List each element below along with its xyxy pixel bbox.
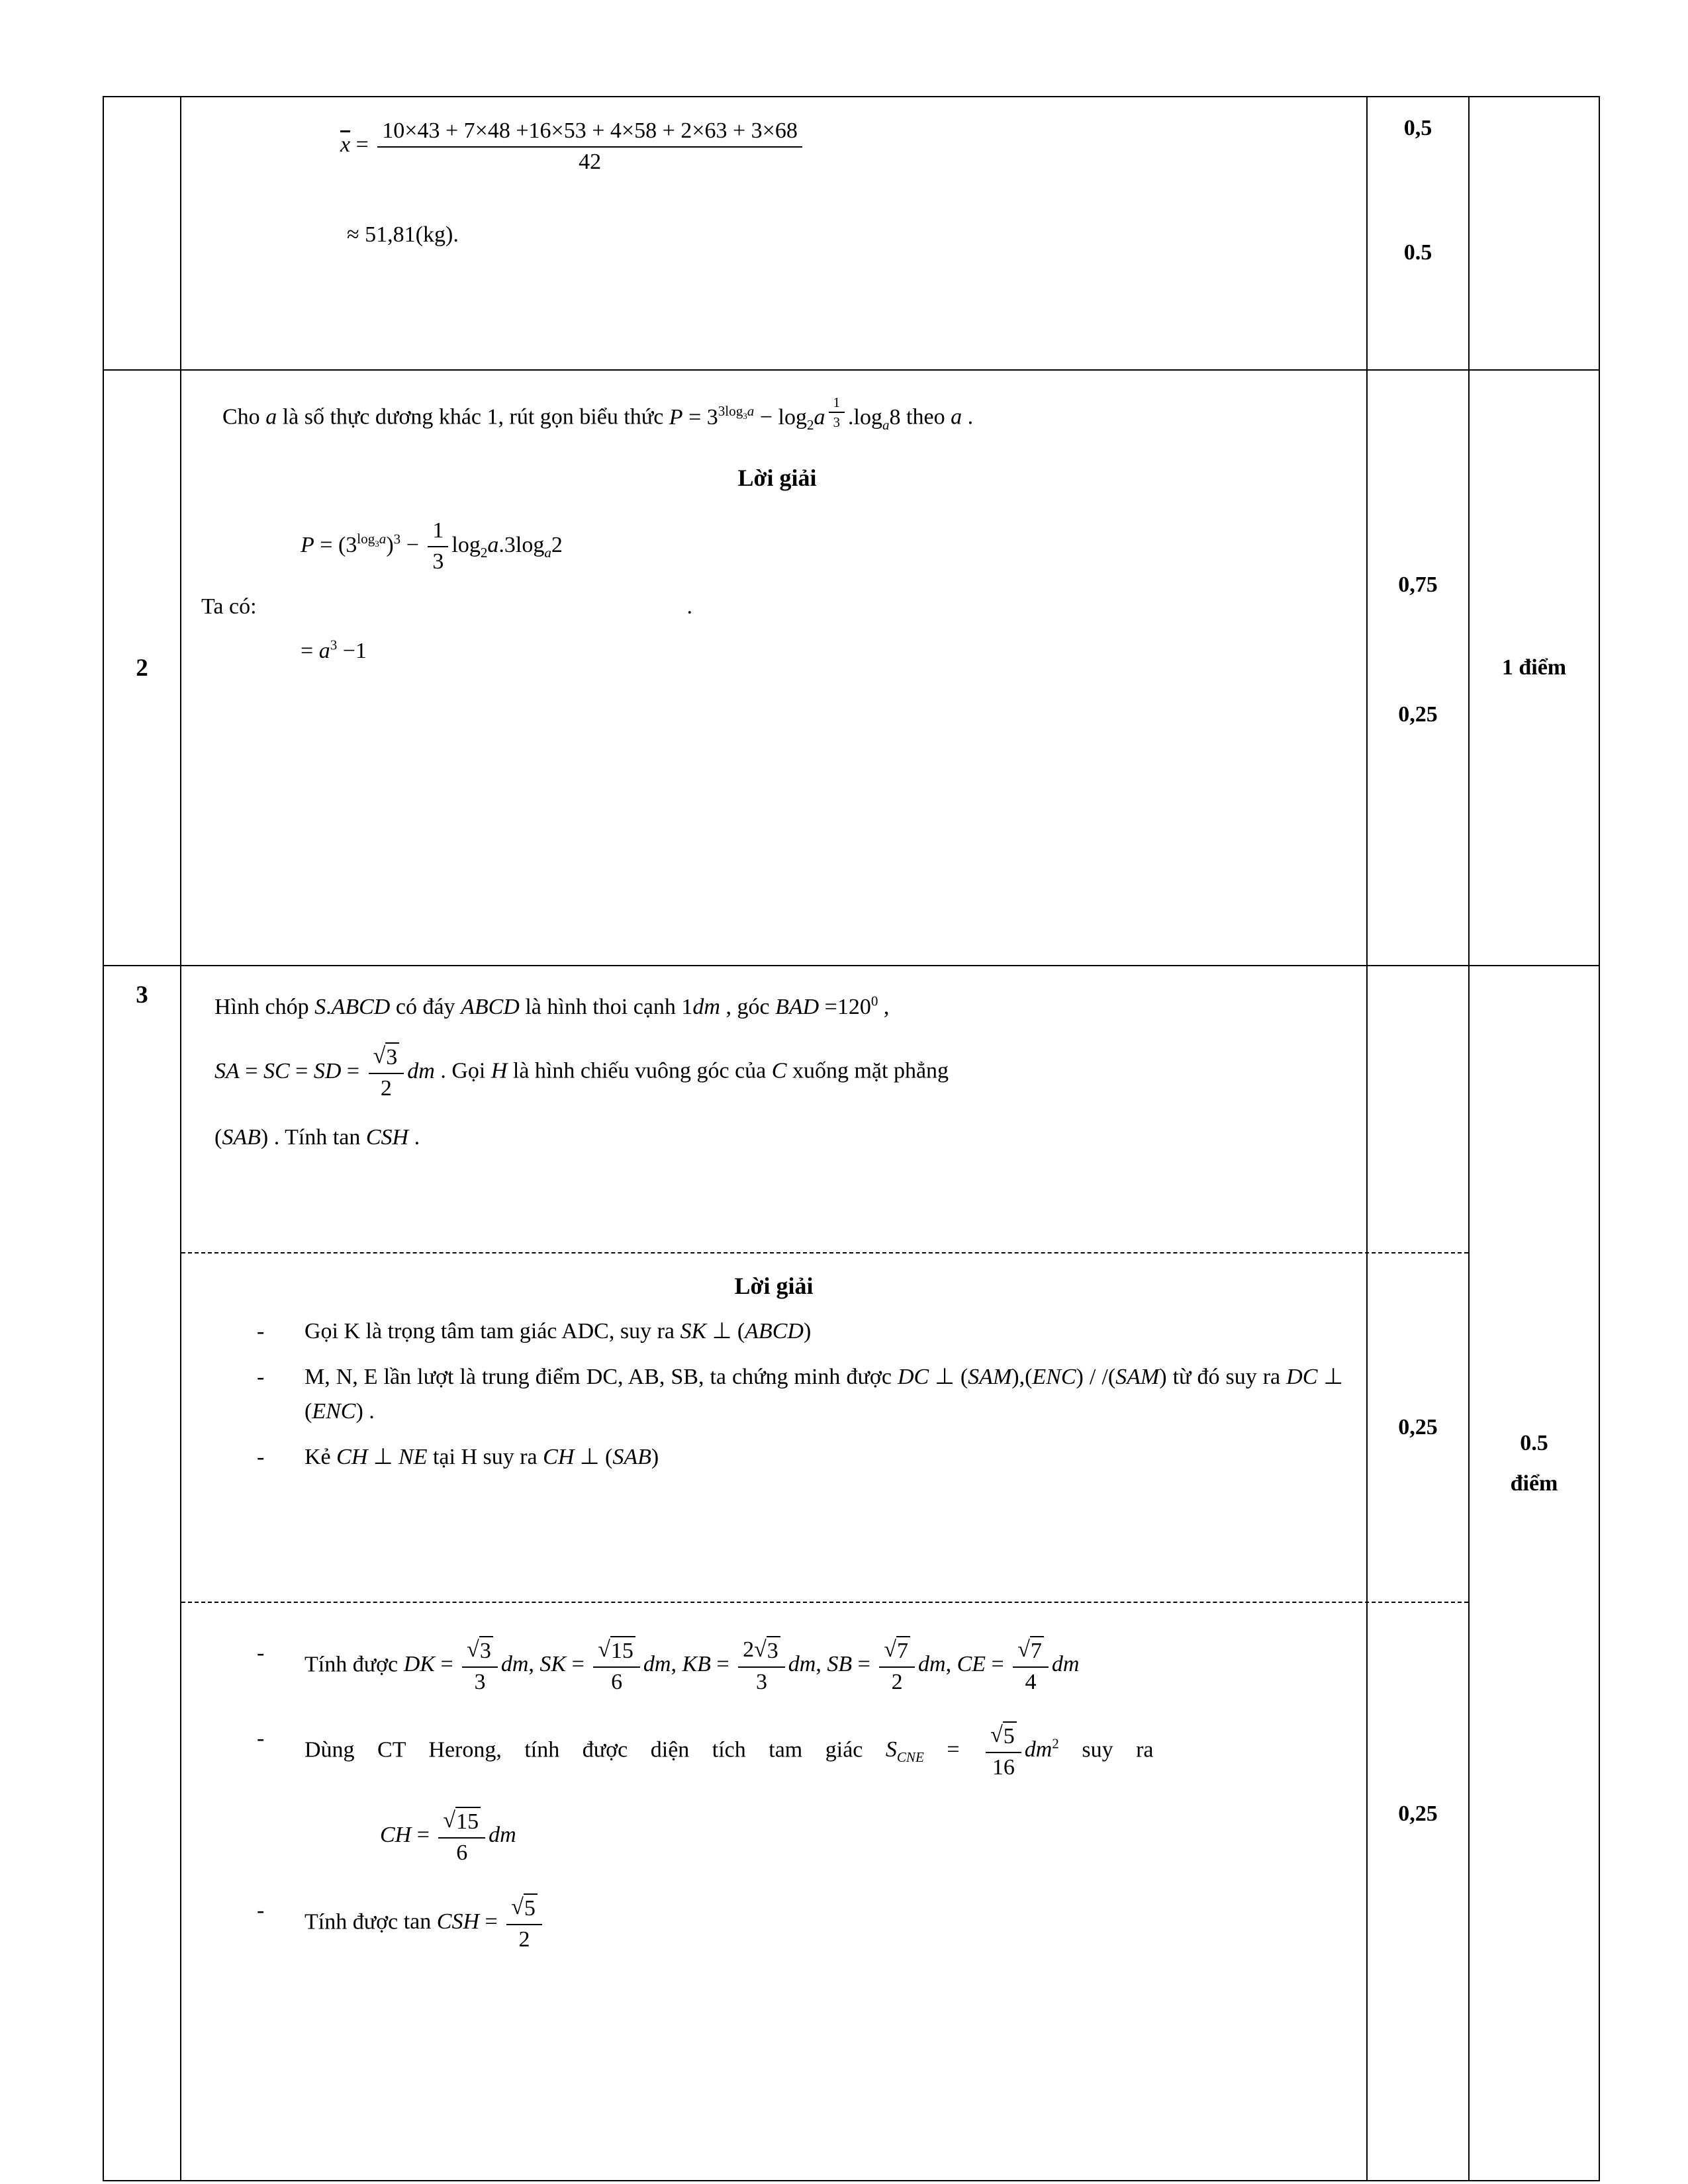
period: . <box>686 594 693 619</box>
solution-bullets <box>181 1603 1366 1954</box>
statement-text: , <box>878 995 890 1019</box>
total-points: 0.5 <box>1520 1431 1548 1455</box>
math-inline: H <box>491 1058 508 1083</box>
score-value: 0,25 <box>1398 702 1438 727</box>
question1-solution-cell <box>181 97 1368 369</box>
bullet-plain: từ đó suy ra <box>1166 1364 1287 1389</box>
statement-text: là số thực dương khác 1, rút gọn biểu thức <box>277 404 669 430</box>
math-inline: $P = 3^{3log_3a} - \log_2a$ $^{\frac{1}{3}}$ $.\log_a8$ <box>669 394 901 433</box>
statement-line <box>214 989 1340 1025</box>
bullet-plain: M, N, E lần lượt là trung điểm DC, AB, SB, ta chứng minh được <box>305 1364 898 1389</box>
bullet-plain: tại H suy ra <box>427 1445 543 1470</box>
question2-work-line2: = $a^3 -1$ <box>301 637 367 663</box>
mean-weight-result: ≈ 51,81(kg). <box>347 222 459 247</box>
total-points: điểm <box>1510 1471 1558 1496</box>
grading-rubric-table <box>103 96 1600 2181</box>
score-value: 0,75 <box>1398 572 1438 597</box>
question-number: 3 <box>136 981 148 1009</box>
bullet-plain: Tính được <box>305 1909 404 1934</box>
question3-score-cell-1 <box>1368 1253 1468 1602</box>
bullet-plain: . <box>363 1399 375 1424</box>
question3-score-cell-2 <box>1368 1603 1468 2180</box>
math-inline: tan CSH = √ 5 2 <box>404 1909 545 1934</box>
bullet-plain: Tính được <box>305 1652 404 1677</box>
solution-bullets <box>181 1300 1366 1475</box>
table-row-question3 <box>104 966 1599 2180</box>
bullet-dash: - <box>257 1898 265 1923</box>
bullet-plain: Gọi K là trọng tâm tam giác ADC, suy ra <box>305 1319 680 1343</box>
bullet-text <box>305 1893 1343 1954</box>
statement-text: . Gọi <box>434 1058 491 1083</box>
question1-score-cell <box>1368 97 1468 369</box>
statement-text: là hình chiếu vuông góc của <box>507 1058 772 1083</box>
math-inline: DK = √ 3 3 dm, SK = √ 15 6 dm, KB = 2 √ 3 3 dm, SB = √ 7 2 dm, CE = √ 7 4 dm <box>403 1637 1080 1694</box>
question-number: 2 <box>136 654 148 682</box>
score-value: 0.5 <box>1403 240 1432 265</box>
math-inline: ABCD <box>461 995 520 1019</box>
math-inline: DC ⊥ (SAM),(ENC) / /(SAM) <box>897 1364 1167 1389</box>
bullet-dash: - <box>257 1726 265 1751</box>
question1-number-cell-empty <box>104 97 181 369</box>
bullet-dash: - <box>257 1445 265 1470</box>
statement-line <box>214 1120 1340 1156</box>
statement-text: . <box>408 1125 420 1150</box>
score-value: 0,25 <box>1398 1415 1438 1439</box>
solution-title: Lời giải <box>737 465 817 492</box>
score-value: 0,5 <box>1403 116 1432 140</box>
math-inline: SK ⊥ (ABCD) <box>680 1319 812 1343</box>
statement-text: . <box>962 404 974 430</box>
statement-text: theo <box>900 404 951 430</box>
bullet-dash: - <box>257 1641 265 1665</box>
math-inline: $S_{CNE}$ = √ 5 16 $dm^2$ <box>885 1723 1059 1780</box>
math-inline: S.ABCD <box>314 995 391 1019</box>
statement-text: , góc <box>720 995 776 1019</box>
statement-text: Cho <box>222 404 266 430</box>
question2-number-cell <box>104 371 181 965</box>
taco-label: Ta có: <box>201 594 257 619</box>
bullet-text <box>305 1636 1343 1696</box>
bullet-item <box>257 1314 1343 1349</box>
bullet-text <box>305 1314 1343 1349</box>
question3-number-cell <box>104 966 181 2180</box>
bullet-plain: suy ra <box>1058 1737 1154 1762</box>
statement-text: . Tính <box>268 1125 333 1150</box>
question3-total-cell <box>1468 966 1599 2180</box>
statement-text: xuống mặt phẳng <box>786 1058 949 1083</box>
question2-total-cell <box>1468 371 1599 965</box>
score-value: 0,25 <box>1398 1801 1438 1826</box>
question3-statement-score-cell-empty <box>1368 966 1468 1252</box>
statement-line <box>214 1042 1340 1103</box>
bullet-item <box>257 1440 1343 1475</box>
math-inline: a <box>951 404 962 430</box>
question3-solution-section2 <box>181 1603 1468 2180</box>
question1-total-cell-empty <box>1468 97 1599 369</box>
question3-solution1 <box>181 1253 1368 1602</box>
ch-result-formula: CH = √ 15 6 dm <box>380 1808 516 1865</box>
mean-weight-formula: $\overline{x}$ = $\frac{10\times 43 + 7\times 48 +16\times 53 + 4\times 58 + 2\times 63 + 3\times 68}{42}$ <box>340 117 1366 176</box>
statement-text: có đáy <box>390 995 461 1019</box>
question2-solution-cell <box>181 371 1368 965</box>
statement-text: Hình chóp <box>214 995 315 1019</box>
bullet-text <box>305 1440 1343 1475</box>
bullet-item <box>257 1893 1343 1954</box>
bullet-plain: Dùng CT Herong, tính được diện tích tam giác <box>305 1737 886 1762</box>
math-inline: C <box>771 1058 787 1083</box>
question2-work-line1: $P = (3^{log_3a})^3$ − $\frac{1}{3}$ $\log_2a.3\log_a2$ <box>301 518 563 574</box>
question2-statement <box>201 394 1353 436</box>
math-inline: CH ⊥ (SAB) <box>543 1445 659 1470</box>
math-inline: 1dm <box>681 995 720 1019</box>
question3-solution-section1 <box>181 1253 1468 1603</box>
bullet-text <box>305 1360 1343 1430</box>
bullet-dash: - <box>257 1364 265 1389</box>
bullet-item <box>257 1360 1343 1430</box>
math-inline: SA = SC = SD = √ 3 2 dm <box>214 1044 435 1101</box>
math-inline: CH ⊥ NE <box>336 1445 428 1470</box>
question3-middle-column <box>181 966 1468 2180</box>
bullet-plain: Kẻ <box>305 1445 337 1470</box>
statement-text: là hình thoi cạnh <box>519 995 682 1019</box>
bullet-item <box>257 1721 1343 1782</box>
question3-statement <box>181 966 1368 1252</box>
question2-score-cell <box>1368 371 1468 965</box>
solution-title: Lời giải <box>734 1273 814 1299</box>
question2-taco-line <box>201 594 1353 619</box>
question3-statement-section <box>181 966 1468 1253</box>
math-inline: (SAB) <box>214 1125 269 1150</box>
table-row-question2 <box>104 371 1599 966</box>
table-row-question1-continued <box>104 97 1599 371</box>
bullet-text <box>305 1721 1343 1782</box>
question3-solution2 <box>181 1603 1368 2180</box>
bullet-dash: - <box>257 1319 265 1343</box>
total-points: 1 điểm <box>1501 655 1567 680</box>
math-inline: tan CSH <box>332 1125 409 1150</box>
math-inline: a <box>265 404 277 430</box>
bullet-item <box>257 1636 1343 1696</box>
math-inline: DC ⊥ (ENC) <box>305 1364 1344 1424</box>
math-inline: BAD $=120^0$ <box>775 993 878 1019</box>
